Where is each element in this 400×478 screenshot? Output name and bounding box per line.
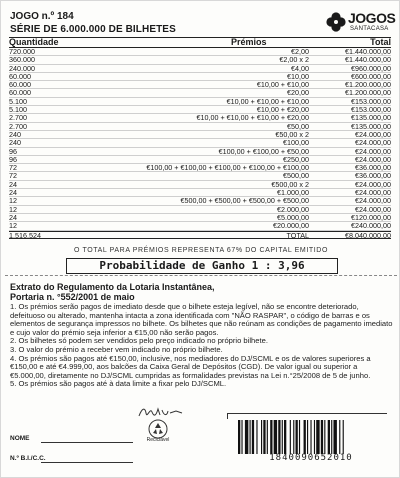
table-row xyxy=(9,48,391,56)
nome-field-line[interactable] xyxy=(41,442,133,443)
barcode-bar xyxy=(282,420,283,454)
total-cell: €36.000,00 xyxy=(355,163,391,173)
prize-cell: €50,00 xyxy=(287,121,309,131)
total-cell: €1.200.000,00 xyxy=(345,88,391,98)
prize-cell: €2,00 x 2 xyxy=(279,55,309,65)
prize-cell: €100,00 + €100,00 + €100,00 + €100,00 + €100,00 xyxy=(146,163,309,173)
probability-box: Probabilidade de Ganho 1 : 3,96 xyxy=(66,258,338,274)
qty-cell: 96 xyxy=(9,146,17,156)
barcode-bar xyxy=(299,420,300,454)
prize-cell: €20,00 xyxy=(287,88,309,98)
regulation-rules xyxy=(10,303,393,389)
regulation-title: Extrato do Regulamento da Lotaria Instantânea, xyxy=(10,282,215,292)
table-row xyxy=(9,222,391,230)
total-cell: €24.000,00 xyxy=(355,138,391,148)
barcode-bar xyxy=(245,420,248,454)
clover-icon xyxy=(325,11,347,33)
qty-cell: 96 xyxy=(9,154,17,164)
qty-cell: 12 xyxy=(9,204,17,214)
prize-cell: €2,00 xyxy=(291,47,309,56)
table-row xyxy=(9,148,391,156)
table-row xyxy=(9,98,391,106)
total-cell: €36.000,00 xyxy=(355,171,391,181)
barcode-bar xyxy=(328,420,330,454)
barcode-bar xyxy=(333,420,336,454)
qty-cell: 60.000 xyxy=(9,80,31,90)
barcode-bar xyxy=(270,420,272,454)
barcode-bar xyxy=(339,420,340,454)
barcode-bar xyxy=(250,420,251,454)
qty-cell: 24 xyxy=(9,188,17,198)
barcode-bar xyxy=(307,420,308,454)
regulation-rule: 2. Os bilhetes só podem ser vendidos pelo preço indicado no próprio bilhete. xyxy=(10,336,268,346)
total-cell: €24.000,00 xyxy=(355,129,391,139)
table-row xyxy=(9,181,391,189)
qty-cell: 12 xyxy=(9,196,17,206)
table-row xyxy=(9,214,391,222)
total-cell: €24.000,00 xyxy=(355,154,391,164)
barcode-bar xyxy=(267,420,268,454)
regulation-rule: 5. Os prémios são pagos até à data limite a fixar pelo DJ/SCML. xyxy=(10,379,227,389)
prize-cell: €500,00 xyxy=(283,171,309,181)
total-cell: €120.000,00 xyxy=(351,212,391,222)
prize-cell: €10,00 + €10,00 xyxy=(256,80,309,90)
prize-cell: €250,00 xyxy=(283,154,309,164)
barcode-bar xyxy=(293,420,294,454)
qty-cell: 720.000 xyxy=(9,47,35,56)
barcode-bar xyxy=(241,420,242,454)
bic-field-line[interactable] xyxy=(41,462,133,463)
total-cell: €24.000,00 xyxy=(355,146,391,156)
barcode-bar xyxy=(263,420,265,454)
prize-table xyxy=(9,37,391,239)
barcode-bar xyxy=(324,420,325,454)
table-total-row xyxy=(9,231,391,239)
prize-cell: €20.000,00 xyxy=(273,221,309,231)
barcode-bar xyxy=(290,420,291,454)
prize-cell: €500,00 x 2 xyxy=(271,179,309,189)
qty-cell: 240.000 xyxy=(9,63,35,73)
barcode-bar xyxy=(331,420,332,454)
barcode-bar xyxy=(252,420,254,454)
prize-cell: TOTAL xyxy=(286,230,309,240)
table-row xyxy=(9,131,391,139)
qty-cell: 5.100 xyxy=(9,105,27,115)
total-cell: €600.000,00 xyxy=(351,71,391,81)
barcode-frame-left xyxy=(227,413,228,419)
prize-cell: €2.000,00 xyxy=(277,204,309,214)
table-row xyxy=(9,73,391,81)
qty-cell: 240 xyxy=(9,129,21,139)
qty-cell: 2.700 xyxy=(9,113,27,123)
logo-word: JOGOS xyxy=(348,10,396,26)
total-cell: €24.000,00 xyxy=(355,204,391,214)
prize-cell: €100,00 + €100,00 + €50,00 xyxy=(218,146,309,156)
prize-cell: €5.000,00 xyxy=(277,212,309,222)
qty-cell: 12 xyxy=(9,221,17,231)
table-row xyxy=(9,65,391,73)
qty-cell: 1.516.524 xyxy=(9,230,41,240)
total-cell: €1.440.000,00 xyxy=(345,47,391,56)
total-cell: €24.000,00 xyxy=(355,179,391,189)
prize-cell: €1.000,00 xyxy=(277,188,309,198)
qty-cell: 5.100 xyxy=(9,96,27,106)
qty-cell: 360.000 xyxy=(9,55,35,65)
barcode-image xyxy=(237,420,385,454)
table-row xyxy=(9,139,391,147)
jogos-santacasa-logo xyxy=(325,9,396,39)
col-premios: Prémios xyxy=(231,37,267,47)
prize-cell: €10,00 + €10,00 + €10,00 xyxy=(226,96,309,106)
table-row xyxy=(9,56,391,64)
prize-cell: €10,00 xyxy=(287,71,309,81)
recycle-label: Reciclável xyxy=(146,437,170,443)
total-cell: €1.440.000,00 xyxy=(345,55,391,65)
qty-cell: 72 xyxy=(9,171,17,181)
total-cell: €153.000,00 xyxy=(351,105,391,115)
bic-label: N.º B.I./C.C. xyxy=(10,455,46,462)
qty-cell: 60.000 xyxy=(9,71,31,81)
barcode-bar xyxy=(321,420,323,454)
regulation-rule: 1. Os prémios serão pagos de imediato desde que o bilhete esteja legível, não se encontre deteriorado, defeituoso ou alterado, mantenha intacta a zona identificada com "NÃO RASPAR", o código de barras e os elementos de segurança impressos no bilhete. Os bilhetes que não reúnam as condições de pagamento imediato e cujo valor do prémio seja inferior a €15,00 não serão pagos. xyxy=(10,302,393,337)
col-quantidade: Quantidade xyxy=(9,37,59,47)
recycle-icon xyxy=(148,419,168,439)
total-cell: €8.040.000,00 xyxy=(345,230,391,240)
table-header xyxy=(9,37,391,48)
prize-cell: €100,00 xyxy=(283,138,309,148)
total-cell: €240.000,00 xyxy=(351,221,391,231)
regulation-rule: 4. Os prémios são pagos até €150,00, inclusive, nos mediadores do DJ/SCML e os de valores superiores a €150,00 e até €4.999,00, aos balcões da Caixa Geral de Depósitos (CGD). De valor igual ou superior a €5.000,00, diretamente no DJ/SCML cumpridas as formalidades previstas na Lei n.°25/2008 de 5 de junho. xyxy=(10,353,371,380)
barcode-bar xyxy=(261,420,262,454)
total-cell: €1.200.000,00 xyxy=(345,80,391,90)
game-number: JOGO n.º 184 xyxy=(10,11,74,22)
prize-cell: €10,00 + €20,00 xyxy=(256,105,309,115)
barcode-bar xyxy=(256,420,257,454)
signature-image xyxy=(136,404,186,420)
barcode-bar xyxy=(314,420,315,454)
barcode-bar xyxy=(343,420,344,454)
qty-cell: 72 xyxy=(9,163,17,173)
barcode-bar xyxy=(278,420,280,454)
prize-cell: €4,00 xyxy=(291,63,309,73)
series-title: SÉRIE DE 6.000.000 DE BILHETES xyxy=(10,24,176,35)
barcode-bar xyxy=(274,420,277,454)
total-cell: €960.000,00 xyxy=(351,63,391,73)
logo-subtitle: SANTACASA xyxy=(350,26,389,32)
qty-cell: 24 xyxy=(9,179,17,189)
nome-label: NOME xyxy=(10,435,30,442)
table-row xyxy=(9,197,391,205)
qty-cell: 60.000 xyxy=(9,88,31,98)
qty-cell: 24 xyxy=(9,212,17,222)
table-body xyxy=(9,48,391,239)
table-row xyxy=(9,164,391,172)
regulation-rule: 3. O valor do prémio a receber vem indicado no próprio bilhete. xyxy=(10,344,223,354)
barcode-bar xyxy=(296,420,298,454)
prize-cell: €500,00 + €500,00 + €500,00 + €500,00 xyxy=(180,196,309,206)
barcode-bar xyxy=(238,420,240,454)
total-cell: €24.000,00 xyxy=(355,196,391,206)
prize-cell: €10,00 + €10,00 + €10,00 + €20,00 xyxy=(196,113,309,123)
barcode-number: 1840090652010 xyxy=(269,453,353,463)
col-total: Total xyxy=(370,37,391,47)
barcode-bar xyxy=(310,420,311,454)
divider xyxy=(5,275,397,276)
table-row xyxy=(9,81,391,89)
qty-cell: 2.700 xyxy=(9,121,27,131)
total-cell: €135.000,00 xyxy=(351,113,391,123)
table-row xyxy=(9,172,391,180)
prize-percent-note: O TOTAL PARA PRÉMIOS REPRESENTA 67% DO CAPITAL EMITIDO xyxy=(74,247,328,254)
table-row xyxy=(9,114,391,122)
table-row xyxy=(9,89,391,97)
table-row xyxy=(9,206,391,214)
barcode-bar xyxy=(284,420,286,454)
prize-cell: €50,00 x 2 xyxy=(275,129,309,139)
qty-cell: 240 xyxy=(9,138,21,148)
barcode-bar xyxy=(316,420,319,454)
barcode-frame-top xyxy=(227,413,387,414)
regulation-subtitle: Portaria n. °552/2001 de maio xyxy=(10,292,135,302)
total-cell: €24.000,00 xyxy=(355,188,391,198)
table-row xyxy=(9,123,391,131)
total-cell: €153.000,00 xyxy=(351,96,391,106)
barcode-bar xyxy=(304,420,306,454)
total-cell: €135.000,00 xyxy=(351,121,391,131)
